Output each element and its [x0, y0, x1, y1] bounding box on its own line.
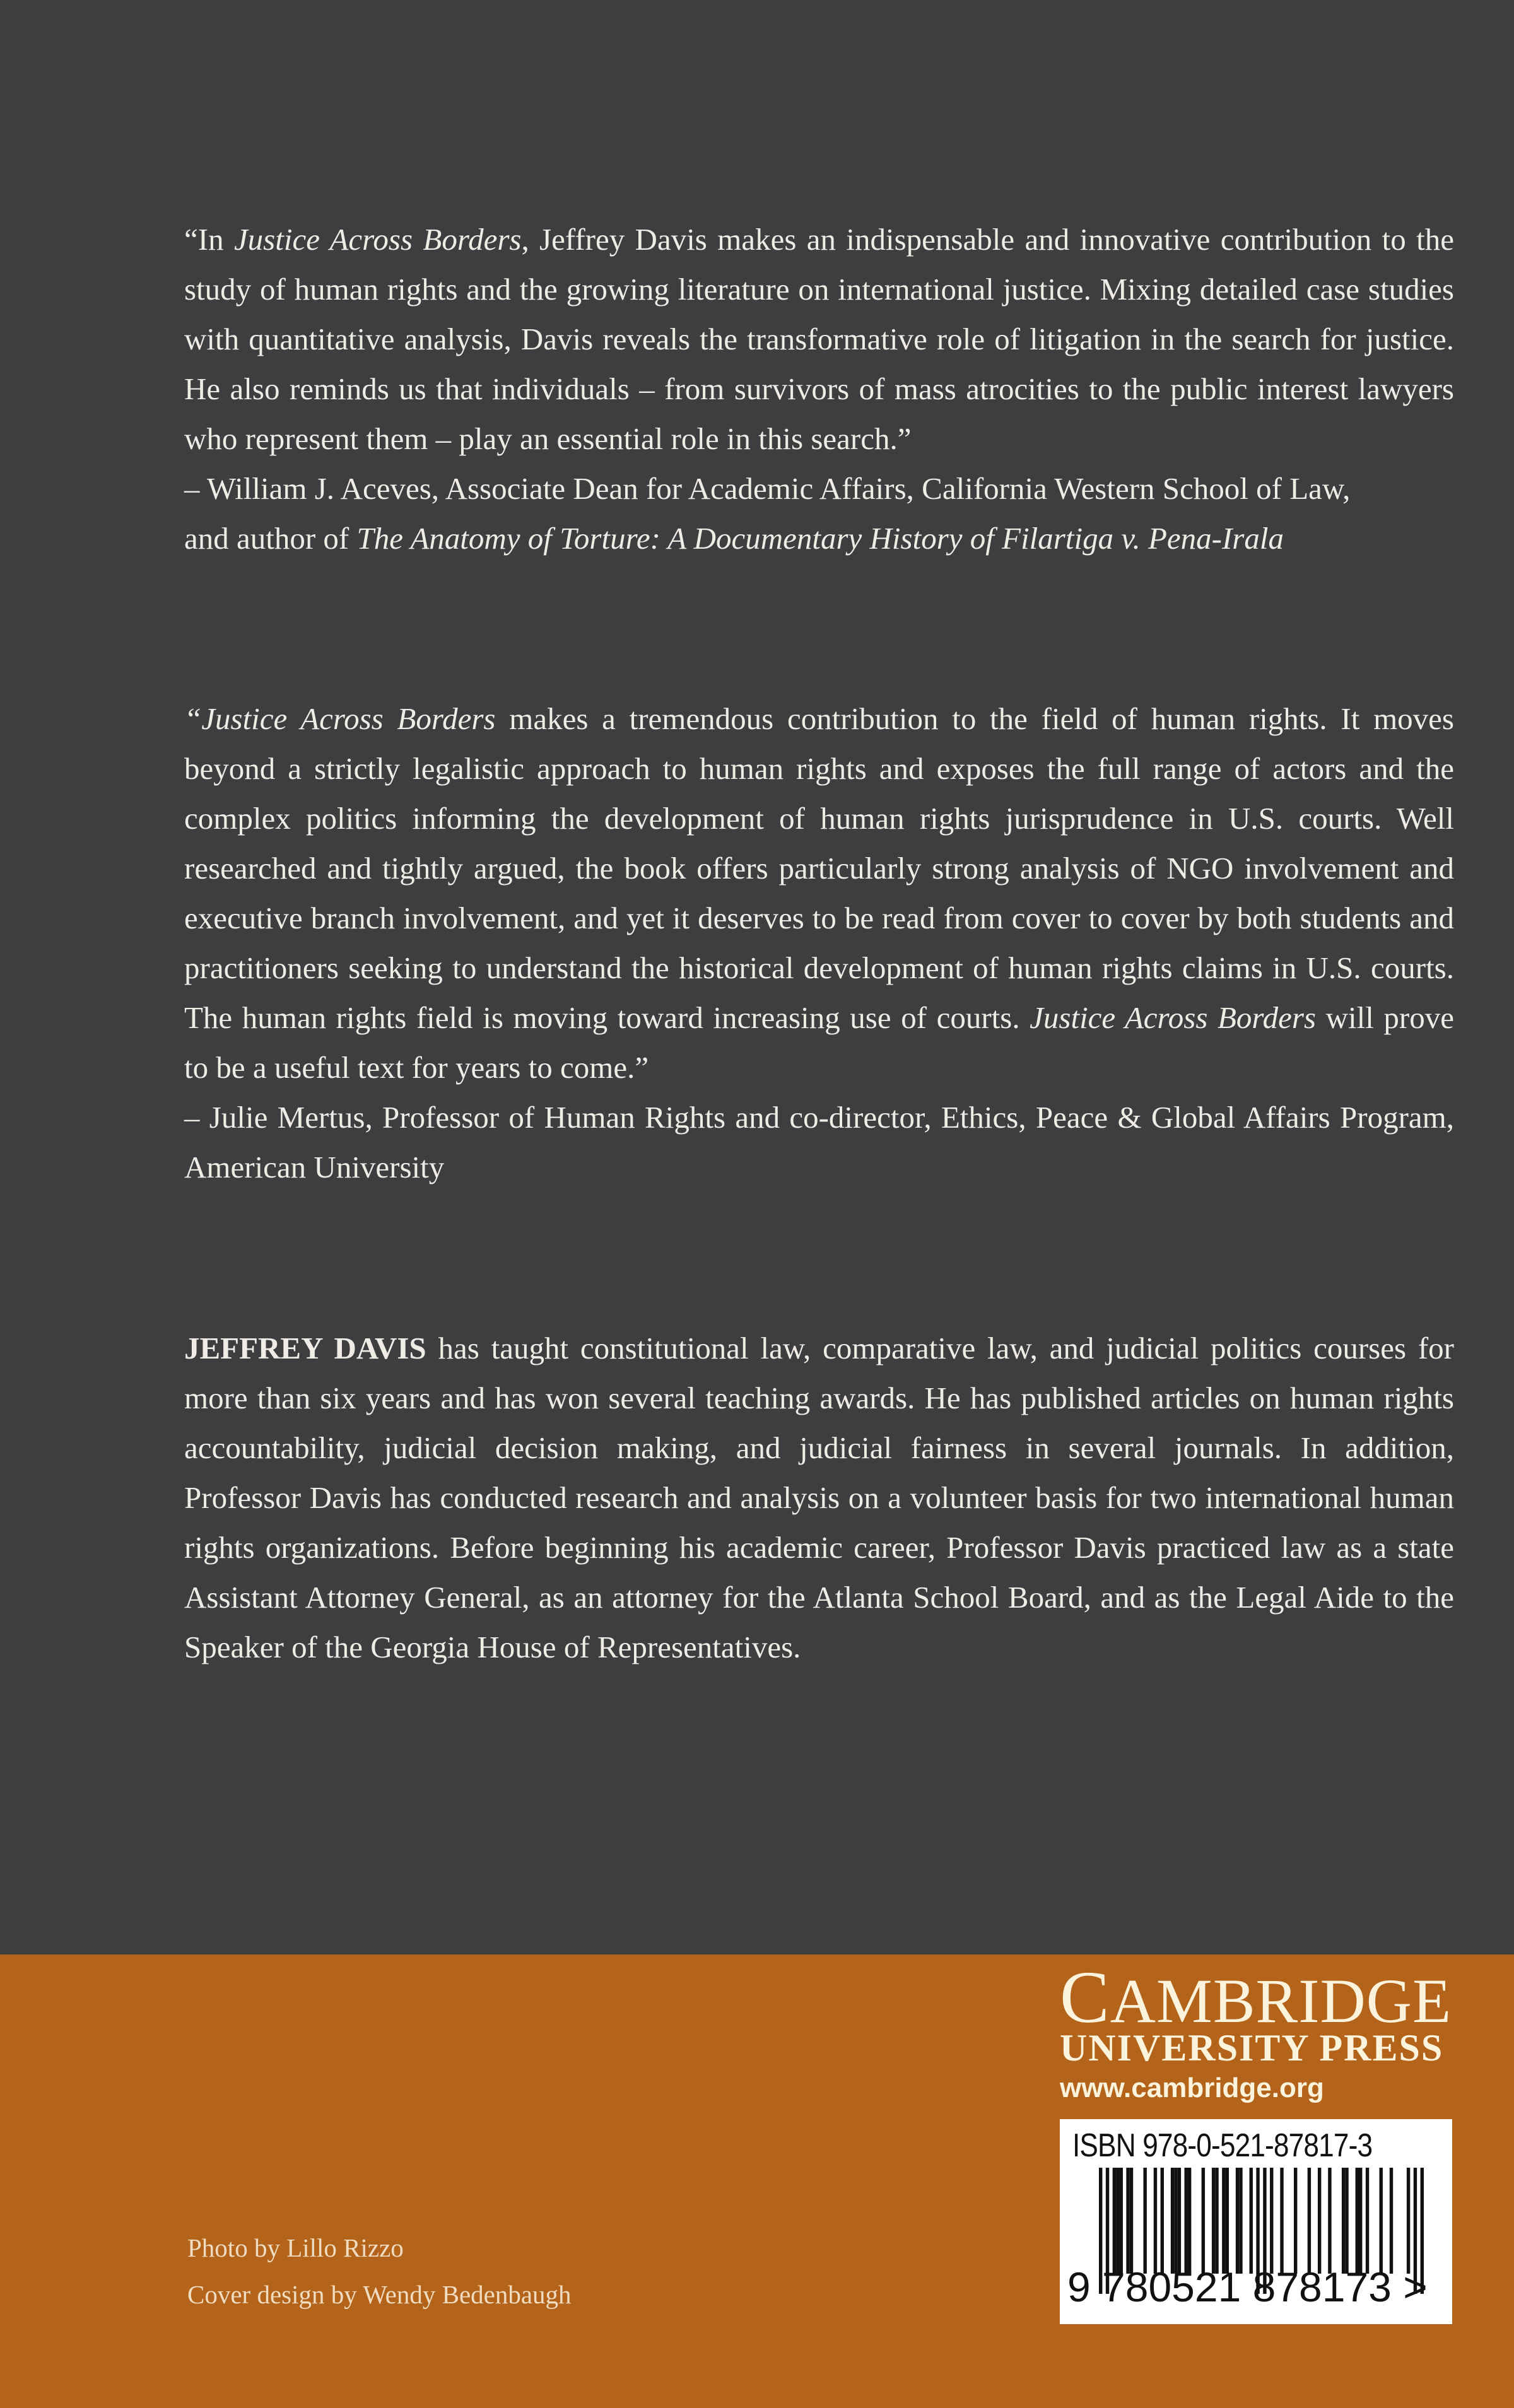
barcode-bar [1212, 2168, 1215, 2274]
barcode-bar [1126, 2168, 1129, 2274]
photo-credit: Photo by Lillo Rizzo [187, 2233, 404, 2262]
design-credit: Cover design by Wendy Bedenbaugh [187, 2280, 572, 2309]
barcode-bar [1328, 2168, 1331, 2274]
barcode-bar [1380, 2168, 1383, 2274]
barcode-bar [1390, 2168, 1393, 2274]
barcode-bar [1171, 2168, 1174, 2274]
quote-attribution: – William J. Aceves, Associate Dean for Academic Affairs, California Western School of Law, [184, 471, 1351, 506]
quote-text [184, 214, 1454, 464]
quote-body: , Jeffrey Davis makes an indispensable and innovative contribution to the study of human rights and the growing literature on international justice. Mixing detailed case studies with quantitative analysis, Davis reveals the transformative role of litigation in the search for justice. He also reminds us that individuals – from survivors of mass atrocities to the public interest lawyers who represent them – play an essential role in this search.” [184, 222, 1454, 456]
barcode-bar [1250, 2168, 1253, 2274]
book-title: “Justice Across Borders [184, 701, 496, 736]
review-quote-mertus [184, 694, 1454, 1192]
barcode-bar [1222, 2168, 1225, 2274]
barcode-bar [1188, 2168, 1191, 2274]
barcode-digits: 9 780521 878173 > [1067, 2264, 1428, 2310]
attribution-book-title: The Anatomy of Torture: A Documentary History of Filartiga v. Pena-Irala [356, 521, 1284, 556]
isbn-label: ISBN 978-0-521-87817-3 [1072, 2127, 1373, 2164]
book-title-2: Justice Across Borders [1030, 1000, 1317, 1035]
bio-text [184, 1323, 1454, 1672]
quote-text [184, 694, 1454, 1092]
barcode-bar [1226, 2168, 1229, 2274]
barcode-bar [1359, 2168, 1362, 2274]
barcode-bar [1185, 2168, 1188, 2274]
barcode-bar [1236, 2168, 1239, 2274]
author-bio [184, 1323, 1454, 1672]
barcode-bar [1154, 2168, 1157, 2274]
quote-open: “In [184, 222, 234, 257]
barcode-bar [1318, 2168, 1321, 2274]
barcode-bar [1202, 2168, 1205, 2274]
barcode-bar [1174, 2168, 1177, 2274]
barcode-bar [1116, 2168, 1119, 2274]
quote-attribution-line2 [184, 513, 1454, 563]
book-title: Justice Across Borders [233, 222, 522, 257]
barcode-bar [1130, 2168, 1133, 2274]
barcode-bar [1294, 2168, 1297, 2274]
logo-initial: C [1060, 1956, 1110, 2038]
quote-body: makes a tremendous contribution to the field of human rights. It moves beyond a strictly legalistic approach to human rights and exposes the full range of actors and the complex politics informing the development of human rights jurisprudence in U.S. courts. Well researched and tightly argued, the book offers particularly strong analysis of NGO involvement and executive branch involvement, and yet it deserves to be read from cover to cover by both students and practitioners seeking to understand the historical development of human rights claims in U.S. courts. The human rights field is moving toward increasing use of courts. [184, 701, 1454, 1035]
barcode-bar [1120, 2168, 1123, 2274]
publisher-logo-name [1060, 1956, 1452, 2038]
publisher-url: www.cambridge.org [1060, 2072, 1324, 2103]
barcode-bar [1342, 2168, 1345, 2274]
barcode-bar [1143, 2168, 1146, 2274]
bio-body: has taught constitutional law, comparative law, and judicial politics courses for more than six years and has won several teaching awards. He has published articles on human rights accountability, judicial decision making, and judicial fairness in several journals. In addition, Professor Davis has conducted research and analysis on a volunteer basis for two international human rights organizations. Before beginning his academic career, Professor Davis practiced law as a state Assistant Attorney General, as an attorney for the Atlanta School Board, and as the Legal Aide to the Speaker of the Georgia House of Representatives. [184, 1331, 1454, 1664]
barcode-bar [1407, 2168, 1410, 2274]
logo-rest: AMBRIDGE [1110, 1966, 1452, 2036]
publisher-logo-subtitle: UNIVERSITY PRESS [1060, 2027, 1444, 2069]
author-name: JEFFREY DAVIS [184, 1331, 426, 1365]
barcode-bar [1215, 2168, 1218, 2274]
barcode-bar [1280, 2168, 1283, 2274]
quote-attribution: – Julie Mertus, Professor of Human Rights and co-director, Ethics, Peace & Global Affairs Program, American University [184, 1100, 1454, 1184]
barcode-bar [1161, 2168, 1164, 2274]
barcode-bar [1308, 2168, 1311, 2274]
quote-body-end: will prove to be a useful text for years to come.” [184, 1000, 1455, 1085]
barcode-bar [1239, 2168, 1242, 2274]
barcode-bar [1178, 2168, 1181, 2274]
barcode-bar [1113, 2168, 1116, 2274]
barcode-bar [1356, 2168, 1359, 2274]
isbn-barcode [1060, 2119, 1452, 2324]
barcode-bar [1345, 2168, 1348, 2274]
barcode-bar [1270, 2168, 1273, 2274]
barcode-bar [1366, 2168, 1369, 2274]
review-quote-aceves [184, 214, 1454, 563]
attribution-prefix: and author of [184, 521, 357, 556]
